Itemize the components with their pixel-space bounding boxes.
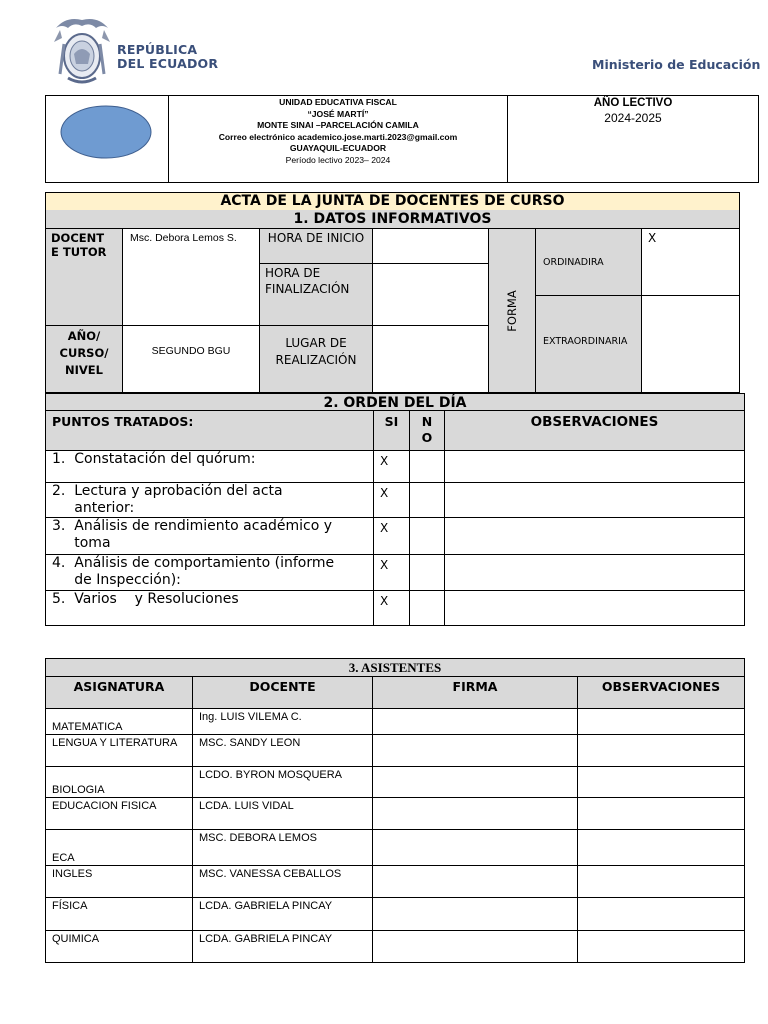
asistente-firma[interactable] <box>373 830 578 866</box>
orden-obs-cell[interactable] <box>445 518 745 555</box>
col-firma-header: FIRMA <box>373 677 578 709</box>
orden-punto: 2. Lectura y aprobación del acta anterior: <box>45 483 374 518</box>
asistente-docente: LCDA. LUIS VIDAL <box>193 798 373 830</box>
orden-row <box>45 591 746 626</box>
orden-no-cell[interactable] <box>410 518 445 555</box>
col-asignatura-header: ASIGNATURA <box>45 677 193 709</box>
asistente-observaciones[interactable] <box>578 735 745 767</box>
orden-obs-cell[interactable] <box>445 451 745 483</box>
hora-inicio-value[interactable] <box>373 228 489 264</box>
lugar-label: LUGAR DE REALIZACIÓN <box>260 326 373 393</box>
asistente-asignatura: BIOLOGIA <box>45 767 193 798</box>
asistente-asignatura: EDUCACION FISICA <box>45 798 193 830</box>
school-year-value: 2024-2025 <box>604 111 662 125</box>
datos-grid <box>45 228 740 393</box>
docente-tutor-value: Msc. Debora Lemos S. <box>123 228 260 326</box>
asistente-observaciones[interactable] <box>578 931 745 963</box>
section1-title: 1. DATOS INFORMATIVOS <box>45 210 740 229</box>
col-obs-header: OBSERVACIONES <box>445 411 745 451</box>
curso-value: SEGUNDO BGU <box>123 326 260 393</box>
orden-title: 2. ORDEN DEL DÍA <box>45 393 745 411</box>
orden-si-mark[interactable]: X <box>374 591 410 626</box>
asistente-firma[interactable] <box>373 709 578 735</box>
col-si-header: SI <box>374 411 410 451</box>
asistente-docente: MSC. VANESSA CEBALLOS <box>193 866 373 898</box>
orden-si-mark[interactable]: X <box>374 518 410 555</box>
col-no-header: N O <box>410 411 445 451</box>
asistente-asignatura: QUIMICA <box>45 931 193 963</box>
acta-title: ACTA DE LA JUNTA DE DOCENTES DE CURSO <box>45 192 740 211</box>
orden-row <box>45 518 746 555</box>
asistente-row <box>45 735 745 767</box>
school-details-cell <box>169 96 508 183</box>
col-docente-header: DOCENTE <box>193 677 373 709</box>
orden-row <box>45 555 746 591</box>
asistente-asignatura: ECA <box>45 830 193 866</box>
orden-si-mark[interactable]: X <box>374 451 410 483</box>
asistente-observaciones[interactable] <box>578 898 745 931</box>
hora-fin-label: HORA DE FINALIZACIÓN <box>260 264 373 326</box>
coat-of-arms-icon <box>50 14 114 88</box>
asistente-docente: LCDA. GABRIELA PINCAY <box>193 931 373 963</box>
school-title: UNIDAD EDUCATIVA FISCAL <box>279 97 397 107</box>
ordinaria-checkbox[interactable]: X <box>642 228 740 296</box>
extraordinaria-label: EXTRAORDINARIA <box>536 296 642 393</box>
asistente-asignatura: MATEMATICA <box>45 709 193 735</box>
hora-fin-value[interactable] <box>373 264 489 326</box>
country-line2: DEL ECUADOR <box>117 56 219 71</box>
asistente-firma[interactable] <box>373 931 578 963</box>
asistentes-header-row <box>45 677 745 709</box>
asistente-asignatura: FÍSICA <box>45 898 193 931</box>
orden-punto: 1. Constatación del quórum: <box>45 451 374 483</box>
orden-obs-cell[interactable] <box>445 555 745 591</box>
asistente-row <box>45 866 745 898</box>
docente-tutor-label: DOCENT E TUTOR <box>45 228 123 326</box>
school-address: MONTE SINAI –PARCELACIÓN CAMILA <box>257 120 419 131</box>
asistentes-title: 3. ASISTENTES <box>45 658 745 677</box>
asistente-asignatura: LENGUA Y LITERATURA <box>45 735 193 767</box>
curso-label: AÑO/ CURSO/ NIVEL <box>45 326 123 393</box>
asistente-row <box>45 898 745 931</box>
col-observaciones-header: OBSERVACIONES <box>578 677 745 709</box>
asistente-observaciones[interactable] <box>578 798 745 830</box>
forma-cell <box>489 228 536 393</box>
asistente-firma[interactable] <box>373 798 578 830</box>
asistente-firma[interactable] <box>373 898 578 931</box>
asistente-observaciones[interactable] <box>578 830 745 866</box>
orden-si-mark[interactable]: X <box>374 483 410 518</box>
asistente-docente: MSC. DEBORA LEMOS <box>193 830 373 866</box>
asistente-observaciones[interactable] <box>578 767 745 798</box>
asistente-docente: LCDA. GABRIELA PINCAY <box>193 898 373 931</box>
asistente-firma[interactable] <box>373 735 578 767</box>
school-period: Período lectivo 2023– 2024 <box>285 154 391 165</box>
orden-no-cell[interactable] <box>410 591 445 626</box>
asistente-asignatura: INGLES <box>45 866 193 898</box>
orden-no-cell[interactable] <box>410 483 445 518</box>
asistente-row <box>45 830 745 866</box>
country-line1: REPÚBLICA <box>117 42 198 57</box>
school-year-cell <box>508 96 759 183</box>
country-name <box>117 43 218 71</box>
lugar-value[interactable] <box>373 326 489 393</box>
school-name: “JOSÉ MARTÍ” <box>307 108 369 119</box>
orden-no-cell[interactable] <box>410 555 445 591</box>
orden-obs-cell[interactable] <box>445 591 745 626</box>
orden-punto: 5. Varios y Resoluciones <box>45 591 374 626</box>
orden-row <box>45 451 746 483</box>
orden-no-cell[interactable] <box>410 451 445 483</box>
orden-punto: 3. Análisis de rendimiento académico y toma <box>45 518 374 555</box>
col-puntos-header: PUNTOS TRATADOS: <box>45 411 374 451</box>
asistente-observaciones[interactable] <box>578 866 745 898</box>
asistente-row <box>45 767 745 798</box>
asistente-docente: MSC. SANDY LEON <box>193 735 373 767</box>
orden-si-mark[interactable]: X <box>374 555 410 591</box>
logo-cell <box>46 96 169 183</box>
ordinaria-label: ORDINADIRA <box>536 228 642 296</box>
asistente-row <box>45 709 745 735</box>
orden-row <box>45 483 746 518</box>
forma-label: FORMA <box>505 289 519 332</box>
asistente-docente: Ing. LUIS VILEMA C. <box>193 709 373 735</box>
school-city: GUAYAQUIL-ECUADOR <box>289 143 387 154</box>
asistente-firma[interactable] <box>373 866 578 898</box>
school-year-label: AÑO LECTIVO <box>593 97 673 109</box>
asistente-firma[interactable] <box>373 767 578 798</box>
orden-obs-cell[interactable] <box>445 483 745 518</box>
school-email: Correo electrónico academico.jose.marti.2023@gmail.com <box>218 131 458 142</box>
asistente-observaciones[interactable] <box>578 709 745 735</box>
orden-punto: 4. Análisis de comportamiento (informe de Inspección): <box>45 555 374 591</box>
asistente-row <box>45 931 745 963</box>
asistente-docente: LCDO. BYRON MOSQUERA <box>193 767 373 798</box>
asistente-row <box>45 798 745 830</box>
extraordinaria-checkbox[interactable] <box>642 296 740 393</box>
school-info-table <box>45 95 759 183</box>
hora-inicio-label: HORA DE INICIO <box>260 228 373 264</box>
ministry-name: Ministerio de Educación <box>592 57 761 72</box>
